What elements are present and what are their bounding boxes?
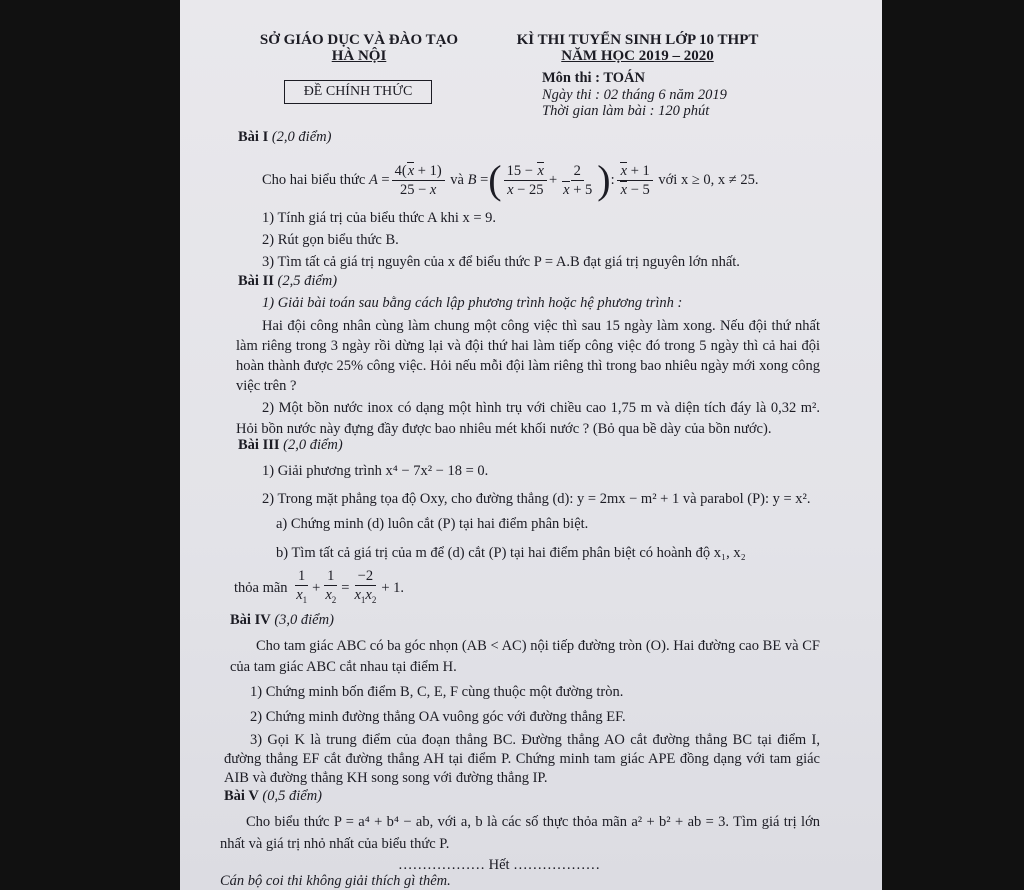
section-3-qb-condition: thỏa mãn $\frac{1}{x_1}$ + $\frac{1}{x_2}$ = $\frac{-2}{x_1x_2}$ + 1.: [234, 568, 404, 605]
end-marker: ……………… Hết ………………: [398, 857, 601, 873]
right-letterbox: [882, 0, 1024, 890]
section-5-heading: Bài V (0,5 điểm): [224, 788, 323, 804]
proctor-note: Cán bộ coi thi không giải thích gì thêm.: [220, 873, 451, 889]
section-4-q3: 3) Gọi K là trung điểm của đoạn thẳng BC. Đường thẳng AO cắt đường thẳng BC tại điểm I, đường thẳng EF cắt đường thẳng AH tại điểm P. Chứng minh tam giác APE đồng dạng với tam giác AIB và đường thẳng KH song song với đường thẳng IP.: [224, 732, 820, 786]
exam-title: KÌ THI TUYỂN SINH LỚP 10 THPT: [516, 32, 759, 48]
exam-date: Ngày thi : 02 tháng 6 năm 2019: [542, 87, 727, 103]
department-name: SỞ GIÁO DỤC VÀ ĐÀO TẠO: [259, 32, 459, 48]
school-year: NĂM HỌC 2019 – 2020: [561, 48, 714, 64]
section-1-q1: 1) Tính giá trị của biểu thức A khi x = 9.: [262, 210, 497, 226]
section-4-heading: Bài IV (3,0 điểm): [230, 612, 334, 628]
official-label: ĐỀ CHÍNH THỨC: [284, 80, 432, 104]
section-1-q2: 2) Rút gọn biểu thức B.: [262, 232, 399, 248]
exam-duration: Thời gian làm bài : 120 phút: [542, 103, 710, 119]
section-4-q2: 2) Chứng minh đường thẳng OA vuông góc với đường thẳng EF.: [250, 709, 626, 725]
section-2-q2-body: 2) Một bồn nước inox có dạng một hình trụ với chiều cao 1,75 m và diện tích đáy là 0,32 m². Hỏi bồn nước này đựng đầy được bao nhiêu mét khối nước ? (Bỏ qua bề dày của bồn nước).: [236, 400, 820, 437]
section-3-q2: 2) Trong mặt phẳng tọa độ Oxy, cho đường thẳng (d): y = 2mx − m² + 1 và parabol (P): y = x².: [262, 491, 811, 507]
left-letterbox: [0, 0, 180, 890]
department-city: HÀ NỘI: [331, 48, 387, 64]
section-2-heading: Bài II (2,5 điểm): [238, 273, 338, 289]
subject: Môn thi : TOÁN: [542, 70, 645, 86]
section-1-q3: 3) Tìm tất cả giá trị nguyên của x để biểu thức P = A.B đạt giá trị nguyên lớn nhất.: [262, 254, 740, 270]
section-3-heading: Bài III (2,0 điểm): [238, 437, 343, 453]
section-1-expressions: Cho hai biểu thức A = $\frac{4(x + 1)}{25 - x}$ và B = ( $\frac{15 - x}{x - 25}$ + $\frac{2}{x + 5}$ ) : $\frac{x + 1}{x - 5}$ với x ≥ 0, x ≠ 25.: [262, 157, 759, 202]
section-1-heading: Bài I (2,0 điểm): [238, 129, 332, 145]
section-4-intro: Cho tam giác ABC có ba góc nhọn (AB < AC) nội tiếp đường tròn (O). Hai đường cao BE và CF của tam giác ABC cắt nhau tại điểm H.: [230, 638, 820, 675]
section-3-q1: 1) Giải phương trình x⁴ − 7x² − 18 = 0.: [262, 463, 489, 479]
section-5-body: Cho biểu thức P = a⁴ + b⁴ − ab, với a, b là các số thực thỏa mãn a² + b² + ab = 3. Tìm giá trị lớn nhất và giá trị nhỏ nhất của biểu thức P.: [220, 814, 820, 852]
section-3-qa: a) Chứng minh (d) luôn cắt (P) tại hai điểm phân biệt.: [276, 516, 589, 532]
section-2-q1-body: Hai đội công nhân cùng làm chung một công việc thì sau 15 ngày làm xong. Nếu đội thứ nhất làm riêng trong 3 ngày rồi dừng lại và đội thứ hai làm tiếp công việc đó trong 5 ngày thì cả hai đội hoàn thành được 25% công việc. Hỏi nếu mỗi đội làm riêng thì trong bao nhiêu ngày mới xong công việc trên ?: [236, 318, 820, 394]
section-3-qb: b) Tìm tất cả giá trị của m để (d) cắt (P) tại hai điểm phân biệt có hoành độ x₁, x₂: [276, 545, 746, 561]
section-4-q1: 1) Chứng minh bốn điểm B, C, E, F cùng thuộc một đường tròn.: [250, 684, 624, 700]
exam-paper: [180, 0, 882, 890]
section-2-q1-head: 1) Giải bài toán sau bằng cách lập phương trình hoặc hệ phương trình :: [262, 295, 683, 311]
